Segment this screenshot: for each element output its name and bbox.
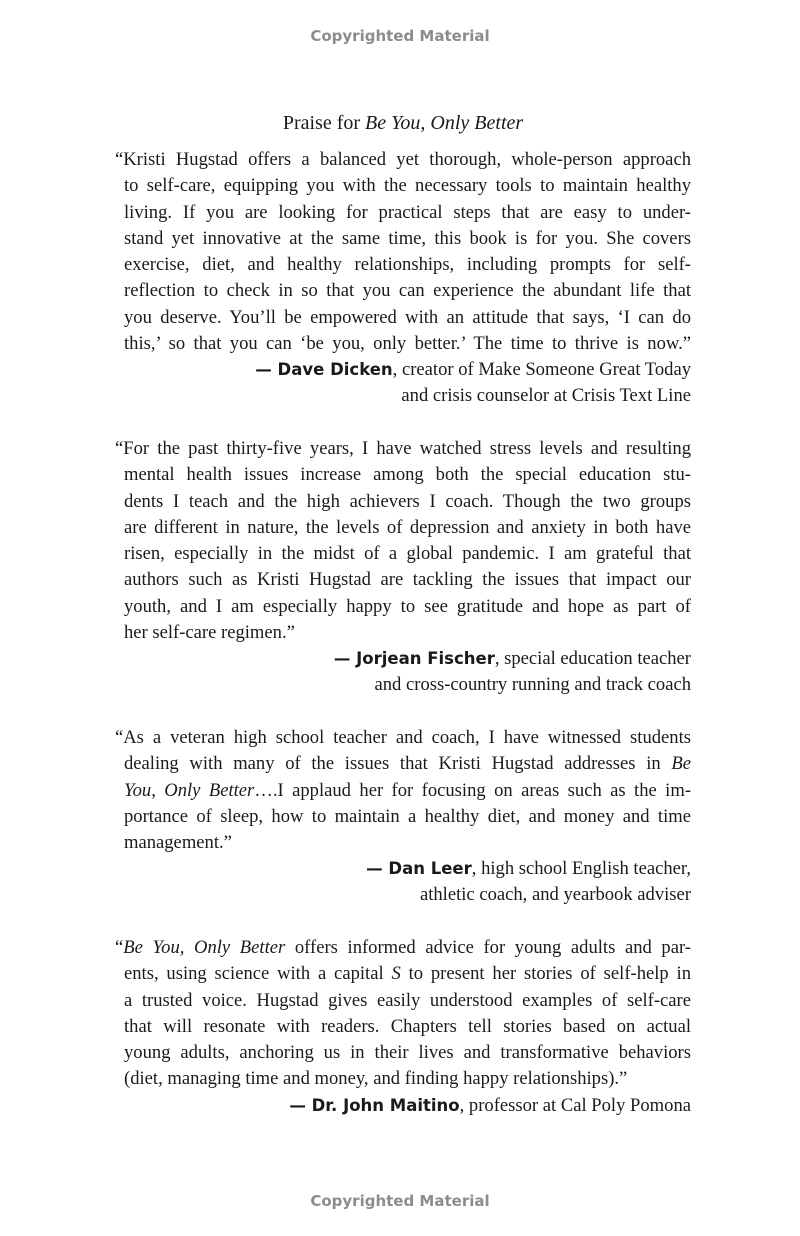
quote-line: “For the past thirty-five years, I have watched stress levels and resulting <box>115 438 691 459</box>
quote-mark: “ <box>115 937 124 958</box>
quote-line: this,’ so that you can ‘be you, only better.’ The time to thrive is now.” <box>124 333 691 355</box>
attribution-dash: — <box>289 1096 312 1115</box>
quote-text: ….I applaud her for focusing on areas such as the im- <box>254 779 692 801</box>
book-title-italic: Be You, Only Better <box>123 937 286 958</box>
attribution-role: , high school English teacher, <box>471 858 691 879</box>
quote-text: dealing with many of the issues that Kristi Hugstad addresses in <box>124 753 672 775</box>
quote-line: are different in nature, the levels of depression and anxiety in both have <box>124 516 691 538</box>
attribution-line <box>334 646 691 672</box>
quote-line: you deserve. You’ll be empowered with an attitude that says, ‘I can do <box>124 306 691 328</box>
quote-line: living. If you are looking for practical steps that are easy to under- <box>124 201 691 223</box>
attribution-2 <box>334 646 691 699</box>
quote-line <box>124 961 691 987</box>
book-title-italic: Be <box>671 753 691 775</box>
quote-line: “Kristi Hugstad offers a balanced yet thorough, whole-person approach <box>115 149 691 170</box>
attribution-line: and crisis counselor at Crisis Text Line <box>401 385 691 407</box>
quote-line <box>115 935 691 961</box>
quote-line <box>124 751 691 777</box>
quote-line: dents I teach and the high achievers I coach. Though the two groups <box>124 490 691 512</box>
quote-text: to present her stories of self-help in <box>400 963 692 985</box>
attribution-dash: — <box>255 360 278 379</box>
quote-line: authors such as Kristi Hugstad are tackling the issues that impact our <box>124 569 691 591</box>
italic-letter: S <box>391 963 401 985</box>
attribution-line: athletic coach, and yearbook adviser <box>419 884 691 906</box>
attribution-role: , professor at Cal Poly Pomona <box>459 1095 691 1116</box>
quote-line: reflection to check in so that you can experience the abundant life that <box>124 280 691 302</box>
attribution-line <box>255 357 691 383</box>
attribution-line: and cross-country running and track coach <box>374 674 691 696</box>
testimonial-quote-4 <box>115 935 692 1093</box>
title-prefix: Praise for <box>282 112 366 134</box>
quote-line <box>124 778 691 804</box>
attribution-dash: — <box>333 649 357 668</box>
page-title <box>0 112 800 135</box>
quote-line: “As a veteran high school teacher and coach, I have witnessed students <box>115 727 691 748</box>
attribution-line <box>289 1093 691 1119</box>
quote-line: a trusted voice. Hugstad gives easily understood examples of self-care <box>124 989 691 1011</box>
copyright-watermark-bottom: Copyrighted Material <box>310 1192 490 1210</box>
attribution-name: Jorjean Fischer <box>356 649 495 668</box>
quote-line: exercise, diet, and healthy relationships, including prompts for self- <box>124 254 691 276</box>
quote-line: to self-care, equipping you with the necessary tools to maintain healthy <box>124 175 691 197</box>
attribution-3 <box>366 856 691 909</box>
title-book-name: Be You, Only Better <box>365 112 524 134</box>
quote-line: risen, especially in the midst of a global pandemic. I am grateful that <box>124 543 691 565</box>
attribution-1 <box>255 357 691 410</box>
quote-line: portance of sleep, how to maintain a healthy diet, and money and time <box>124 805 691 827</box>
attribution-name: Dave Dicken <box>277 360 393 379</box>
quote-line: (diet, managing time and money, and finding happy relationships).” <box>124 1068 628 1090</box>
quote-line: stand yet innovative at the same time, this book is for you. She covers <box>124 227 691 249</box>
quote-line: young adults, anchoring us in their lives and transformative behaviors <box>124 1042 691 1064</box>
testimonial-quote-3 <box>115 725 692 856</box>
copyright-watermark-top: Copyrighted Material <box>310 27 490 45</box>
attribution-dash: — <box>366 859 389 878</box>
quote-text: offers informed advice for young adults and par- <box>285 937 691 958</box>
quote-line: that will resonate with readers. Chapters tell stories based on actual <box>124 1015 691 1037</box>
quote-text: ents, using science with a capital <box>124 963 392 985</box>
testimonial-quote-1 <box>115 147 691 357</box>
attribution-line <box>366 856 691 882</box>
attribution-role: , special education teacher <box>494 648 691 669</box>
quote-line: management.” <box>124 832 232 854</box>
attribution-name: Dan Leer <box>388 859 472 878</box>
quote-line: mental health issues increase among both the special education stu- <box>124 464 691 486</box>
attribution-role: , creator of Make Someone Great Today <box>392 359 691 380</box>
attribution-name: Dr. John Maitino <box>311 1096 460 1115</box>
quote-line: youth, and I am especially happy to see gratitude and hope as part of <box>124 595 691 617</box>
quote-line: her self-care regimen.” <box>124 622 295 644</box>
book-title-italic: You, Only Better <box>124 779 255 801</box>
testimonial-quote-2 <box>115 436 691 646</box>
attribution-4 <box>289 1093 691 1119</box>
